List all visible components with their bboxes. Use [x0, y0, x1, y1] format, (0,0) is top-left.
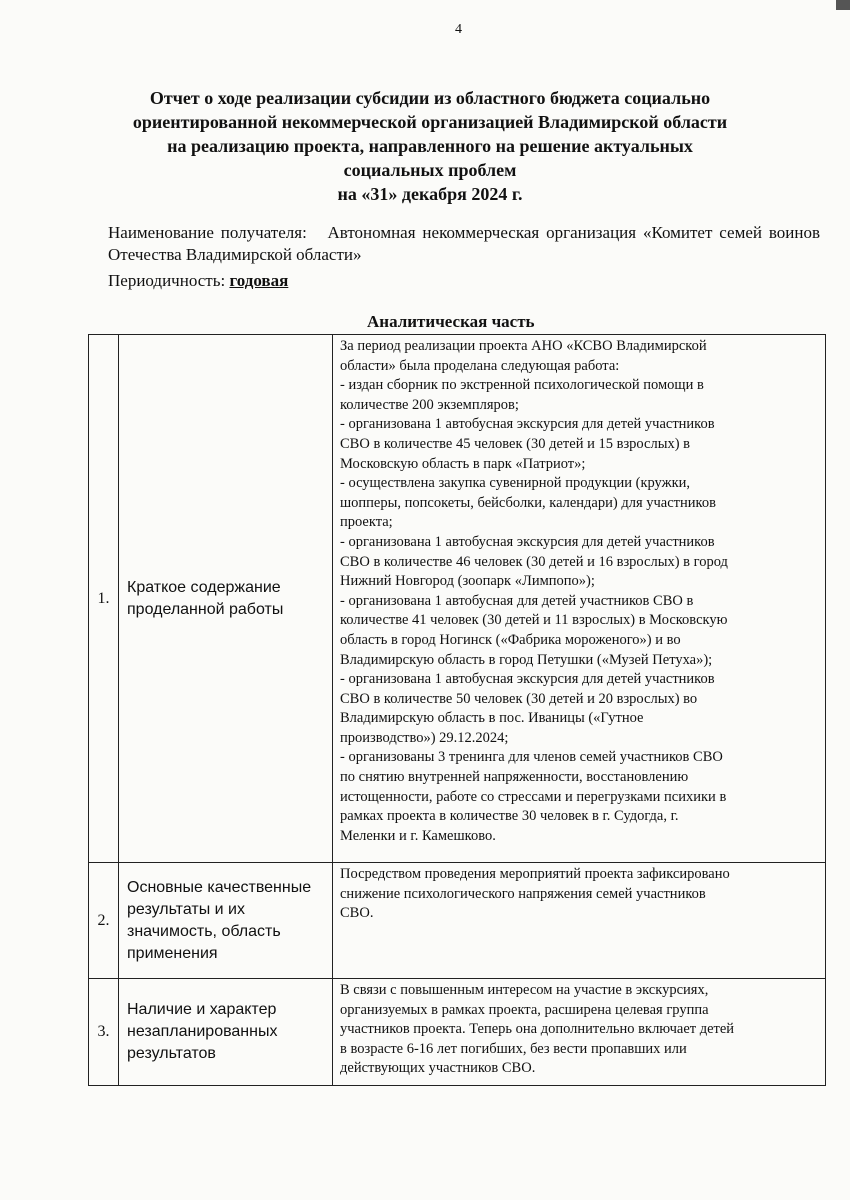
title-line: ориентированной некоммерческой организацией Владимирской области: [132, 112, 728, 132]
section-title: Аналитическая часть: [367, 312, 535, 331]
title-line: на «31» декабря 2024 г.: [337, 184, 523, 204]
content-line: - организована 1 автобусная экскурсия для детей участников: [340, 671, 715, 688]
content-line: - организованы 3 тренинга для членов семей участников СВО: [340, 749, 723, 766]
row-label: Наличие и характер незапланированных результатов: [119, 979, 333, 1086]
content-line: снижение психологического напряжения семей участников: [340, 885, 706, 902]
content-line: Меленки и г. Камешково.: [340, 827, 496, 844]
report-title: [80, 86, 780, 206]
content-line: участников проекта. Теперь она дополнительно включает детей: [340, 1021, 735, 1038]
row-number: 2.: [89, 863, 119, 979]
row-content: [333, 979, 826, 1086]
content-line: Владимирскую область в город Петушки («Музей Петуха»);: [340, 651, 713, 668]
periodicity-block: [108, 270, 820, 292]
content-line: действующих участников СВО.: [340, 1060, 536, 1077]
periodicity-label: Периодичность:: [108, 271, 226, 290]
content-line: СВО.: [340, 905, 374, 922]
row-label: Основные качественные результаты и их значимость, область применения: [119, 863, 333, 979]
content-line: истощенности, работе со стрессами и перегрузками психики в: [340, 788, 727, 805]
content-line: - организована 1 автобусная экскурсия для детей участников: [340, 533, 715, 550]
scan-edge-mark: [836, 0, 850, 10]
content-line: - организована 1 автобусная для детей участников СВО в: [340, 592, 694, 609]
recipient-value: Автономная некоммерческая организация «Комитет семей воинов Отечества Владимирской области»: [108, 223, 820, 264]
content-line: рамках проекта в количестве 30 человек в г. Судогда, г.: [340, 808, 679, 825]
periodicity-value: годовая: [229, 271, 289, 290]
content-line: проекта;: [340, 514, 393, 531]
content-line: организуемых в рамках проекта, расширена целевая группа: [340, 1001, 709, 1018]
content-line: Нижний Новгород (зоопарк «Лимпопо»);: [340, 573, 595, 590]
title-line: Отчет о ходе реализации субсидии из областного бюджета социально: [149, 88, 711, 108]
content-line: по снятию внутренней напряженности, восстановлению: [340, 769, 689, 786]
content-line: В связи с повышенным интересом на участие в экскурсиях,: [340, 982, 709, 998]
row-label: Краткое содержание проделанной работы: [119, 335, 333, 863]
table-body: [89, 335, 826, 1086]
content-line: шопперы, попсокеты, бейсболки, календари) для участников: [340, 494, 716, 511]
table-row: [89, 979, 826, 1086]
content-line: - организована 1 автобусная экскурсия для детей участников: [340, 416, 715, 433]
content-line: Посредством проведения мероприятий проекта зафиксировано: [340, 866, 730, 882]
content-line: СВО в количестве 46 человек (30 детей и 16 взрослых) в город: [340, 553, 728, 570]
content-line: количестве 200 экземпляров;: [340, 396, 519, 413]
content-line: За период реализации проекта АНО «КСВО Владимирской: [340, 338, 707, 354]
content-line: - осуществлена закупка сувенирной продукции (кружки,: [340, 475, 691, 492]
recipient-block: [108, 222, 820, 266]
content-line: область в город Ногинск («Фабрика мороженого») и во: [340, 631, 681, 648]
content-line: области» была проделана следующая работа:: [340, 357, 620, 374]
content-line: количестве 41 человек (30 детей и 11 взрослых) в Московскую: [340, 612, 728, 629]
recipient-label: Наименование получателя:: [108, 223, 307, 242]
table-row: [89, 863, 826, 979]
content-line: СВО в количестве 50 человек (30 детей и 20 взрослых) во: [340, 690, 698, 707]
content-line: Владимирскую область в пос. Иваницы («Гутное: [340, 710, 644, 727]
page-number: 4: [455, 22, 462, 37]
row-number: 1.: [89, 335, 119, 863]
content-line: Московскую область в парк «Патриот»;: [340, 455, 586, 472]
row-content: [333, 863, 826, 979]
content-line: - издан сборник по экстренной психологической помощи в: [340, 377, 704, 394]
title-line: на реализацию проекта, направленного на решение актуальных: [167, 136, 693, 156]
content-line: в возрасте 6-16 лет погибших, без вести пропавших или: [340, 1040, 687, 1057]
row-number: 3.: [89, 979, 119, 1086]
analytics-table: [88, 334, 826, 1086]
title-line: социальных проблем: [343, 160, 517, 180]
content-line: СВО в количестве 45 человек (30 детей и 15 взрослых) в: [340, 435, 690, 452]
table-row: [89, 335, 826, 863]
content-line: производство») 29.12.2024;: [340, 729, 509, 746]
row-content: [333, 335, 826, 863]
